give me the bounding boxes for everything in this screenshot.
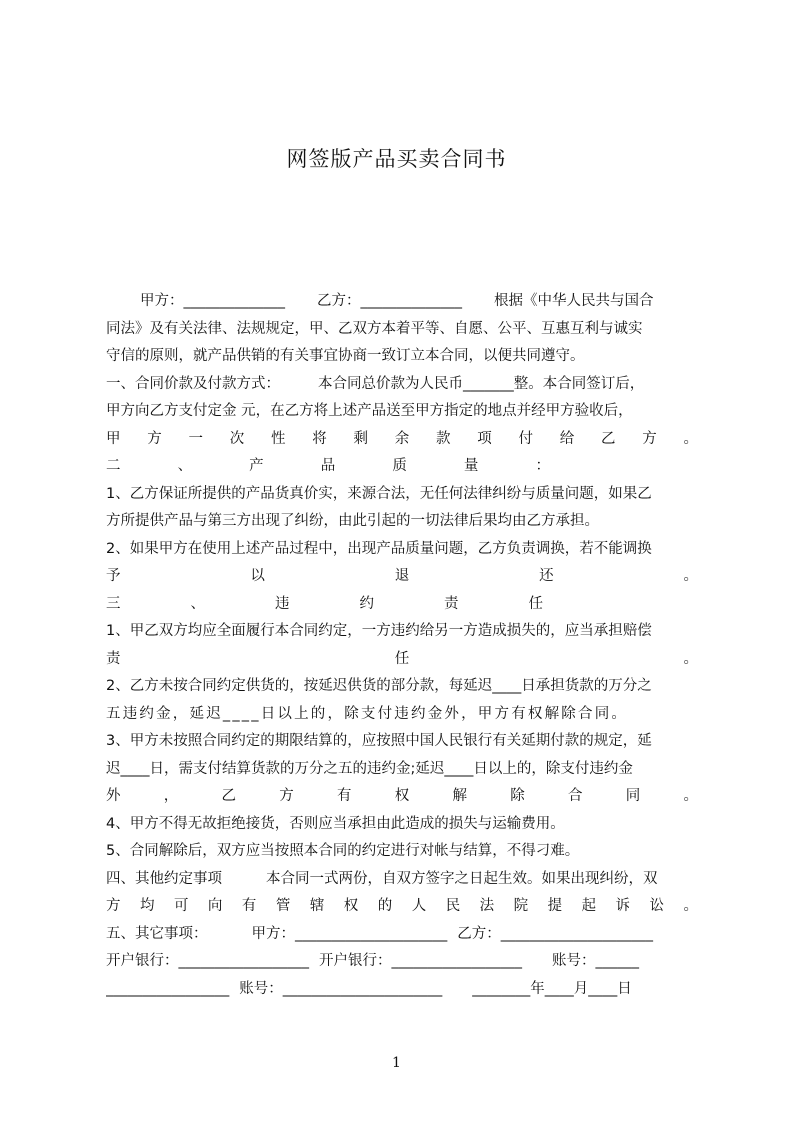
spaced-char: 讼 xyxy=(649,898,664,914)
party-a-bank-field: 开户银行：__________________ xyxy=(106,953,309,969)
section-2-heading xyxy=(106,453,698,481)
party-b-bank-field: 开户银行：__________________ xyxy=(319,953,522,969)
justified-line xyxy=(106,783,698,811)
spaced-char: 乙 xyxy=(601,430,616,447)
body-line: 同法》及有关法律、法规规定，甲、乙双方本着平等、自愿、公平、互惠互利与诚实 xyxy=(106,320,643,337)
spaced-char: 约 xyxy=(359,595,374,612)
spaced-char: 。 xyxy=(683,650,698,667)
spaced-char: 方 xyxy=(106,898,121,914)
spaced-char: 责 xyxy=(444,595,459,612)
body-line: 五违约金，延迟____日以上的，除支付违约金外，甲方有权解除合同。 xyxy=(106,705,629,722)
spaced-char: 剩 xyxy=(353,430,368,447)
body-line: 守信的原则，就产品供销的有关事宜协商一致订立本合同，以便共同遵守。 xyxy=(106,348,585,364)
spaced-char: 一 xyxy=(188,430,203,447)
section-heading: 五、其它事项： xyxy=(106,925,208,942)
body-line: 甲方向乙方支付定金 元，在乙方将上述产品送至甲方指定的地点并经甲方验收后， xyxy=(106,403,633,419)
section-3-heading xyxy=(106,591,698,619)
account-continuation: _________________ xyxy=(106,980,230,997)
spaced-char: 法 xyxy=(479,898,495,914)
spaced-char: 任 xyxy=(528,595,543,612)
spaced-char: 三 xyxy=(106,595,121,612)
spaced-char: 合 xyxy=(568,788,583,804)
body-text: 本合同一式两份，自双方签字之日起生效。如果出现纠纷，双 xyxy=(266,870,658,887)
spaced-char: 给 xyxy=(559,430,575,447)
section-4-line xyxy=(106,866,698,894)
spaced-char: 向 xyxy=(207,898,223,914)
party-a-signature-field: 甲方：_____________________ xyxy=(251,925,448,942)
spaced-char: 方 xyxy=(279,788,294,804)
party-b-account-field: 账号：______________________ xyxy=(239,980,443,997)
date-field: ________年____月____日 xyxy=(472,980,632,997)
spaced-char: 退 xyxy=(394,568,410,584)
spaced-char: 付 xyxy=(518,430,533,447)
spaced-char: 辖 xyxy=(309,898,325,914)
body-line: 2、如果甲方在使用上述产品过程中，出现产品质量问题，乙方负责调换，若不能调换 xyxy=(106,540,652,557)
body-line: 2、乙方未按合同约定供货的，按延迟供货的部分款，每延迟____日承担货款的万分之 xyxy=(106,678,652,694)
section-heading: 四、其他约定事项 xyxy=(106,870,222,887)
section-heading: 一、合同价款及付款方式： xyxy=(106,375,280,392)
spaced-char: 任 xyxy=(394,650,410,667)
party-a-field: 甲方：______________ xyxy=(140,293,285,309)
spaced-char: 违 xyxy=(275,595,290,612)
body-text: 本合同总价款为人民币_______整。本合同签订后， xyxy=(318,375,645,392)
spaced-char: 。 xyxy=(683,898,698,914)
spaced-char: 次 xyxy=(229,430,245,447)
justified-line xyxy=(106,893,698,921)
body-line: 4、甲方不得无故拒绝接货，否则应当承担由此造成的损失与运输费用。 xyxy=(106,815,565,832)
spaced-char: 权 xyxy=(394,788,410,804)
spaced-char: 、 xyxy=(177,458,193,474)
spaced-char: 人 xyxy=(411,898,427,914)
body-line: 5、合同解除后，双方应当按照本合同的约定进行对帐与结算，不得刁难。 xyxy=(106,843,580,859)
spaced-char: ， xyxy=(163,788,179,804)
spaced-char: 款 xyxy=(436,430,451,447)
spaced-char: 责 xyxy=(106,650,121,667)
spaced-char: 同 xyxy=(625,788,641,804)
spaced-char: 解 xyxy=(452,788,467,804)
spaced-char: ： xyxy=(535,458,550,474)
spaced-char: 提 xyxy=(547,898,563,914)
spaced-char: 起 xyxy=(581,898,597,914)
document-title: 网签版产品买卖合同书 xyxy=(286,147,507,171)
body-line: 方所提供产品与第三方出现了纠纷，由此引起的一切法律后果均由乙方承担。 xyxy=(106,513,599,529)
spaced-char: 产 xyxy=(249,458,264,474)
parties-line xyxy=(106,288,698,316)
spaced-char: 民 xyxy=(445,898,461,914)
spaced-char: 。 xyxy=(683,788,698,804)
spaced-char: 余 xyxy=(394,430,410,447)
bank-line xyxy=(106,948,698,976)
spaced-char: 的 xyxy=(377,898,393,914)
section-5-line xyxy=(106,921,698,949)
spaced-char: 有 xyxy=(337,788,352,804)
page-number: 1 xyxy=(392,1055,401,1071)
contract-body xyxy=(106,288,698,1003)
spaced-char: 量 xyxy=(463,458,479,474)
spaced-char: 诉 xyxy=(615,898,631,914)
spaced-char: 质 xyxy=(392,458,407,474)
spaced-char: 将 xyxy=(312,430,327,447)
spaced-char: 均 xyxy=(139,898,155,914)
party-a-account-field: 账号：______ xyxy=(552,953,639,969)
spaced-char: 、 xyxy=(190,595,205,612)
spaced-char: 乙 xyxy=(221,788,236,804)
spaced-char: 以 xyxy=(250,568,265,584)
spaced-char: 外 xyxy=(106,788,121,804)
spaced-char: 管 xyxy=(275,898,291,914)
spaced-char: 还 xyxy=(539,568,554,584)
justified-line xyxy=(106,426,698,454)
spaced-char: 除 xyxy=(510,788,525,804)
spaced-char: 。 xyxy=(683,430,698,447)
spaced-char: 二 xyxy=(106,458,121,474)
body-line: 迟____日，需支付结算货款的万分之五的违约金;延迟____日以上的，除支付违约金 xyxy=(106,760,633,777)
body-line: 1、甲乙双方均应全面履行本合同约定，一方违约给另一方造成损失的，应当承担赔偿 xyxy=(106,623,652,639)
spaced-char: 院 xyxy=(513,898,529,914)
spaced-char: 甲 xyxy=(106,430,121,447)
spaced-char: 方 xyxy=(147,430,162,447)
body-line: 1、乙方保证所提供的产品货真价实，来源合法，无任何法律纠纷与质量问题，如果乙 xyxy=(106,485,652,502)
spaced-char: 有 xyxy=(241,898,257,914)
party-b-field: 乙方：______________ xyxy=(317,293,462,309)
section-1-heading-line xyxy=(106,371,698,399)
party-b-signature-field: 乙方：_____________________ xyxy=(457,925,653,942)
spaced-char: 权 xyxy=(343,898,359,914)
spaced-char: 予 xyxy=(106,568,121,584)
body-line: 3、甲方未按照合同约定的期限结算的，应按照中国人民银行有关延期付款的规定，延 xyxy=(106,733,652,749)
spaced-char: 性 xyxy=(271,430,286,447)
spaced-char: 可 xyxy=(173,898,189,914)
preamble-start: 根据《中华人民共与国合 xyxy=(494,293,654,309)
account-date-line xyxy=(106,976,698,1004)
spaced-char: 方 xyxy=(642,430,657,447)
spaced-char: 项 xyxy=(477,430,492,447)
justified-line xyxy=(106,646,698,674)
spaced-char: 品 xyxy=(320,458,336,474)
justified-line xyxy=(106,563,698,591)
spaced-char: 。 xyxy=(683,568,698,584)
